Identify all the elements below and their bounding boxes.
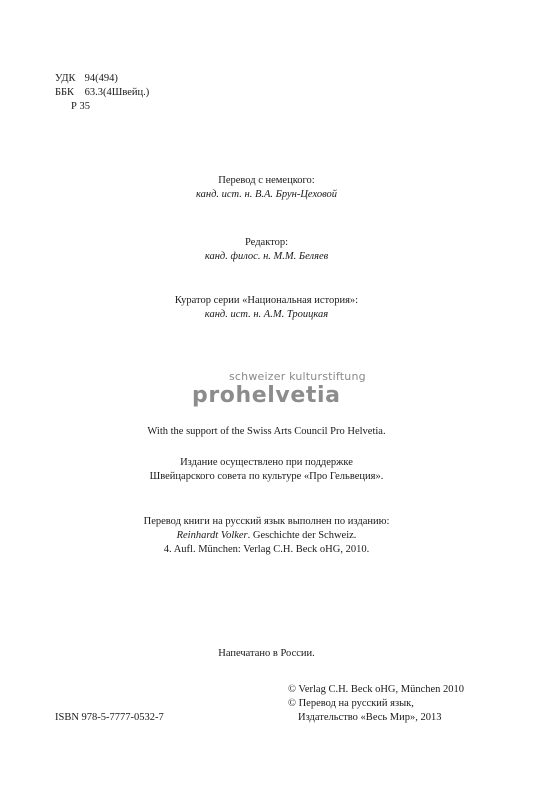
editor-block <box>0 236 533 264</box>
bbk-row <box>55 86 149 100</box>
bbk-value: 63.3(4Швейц.) <box>84 87 150 98</box>
source-line3: 4. Aufl. München: Verlag C.H. Beck oHG, 2010. <box>163 544 370 555</box>
printed-in: Напечатано в России. <box>218 648 315 659</box>
author-mark: Р 35 <box>71 101 90 112</box>
editor-name: канд. филос. н. М.М. Беляев <box>204 251 329 262</box>
bbk-label: ББК <box>55 87 75 98</box>
support-russian-line1: Издание осуществлено при поддержке <box>180 457 353 468</box>
classification-block <box>55 72 149 114</box>
curator-block <box>0 294 533 322</box>
source-line1: Перевод книги на русский язык выполнен по изданию: <box>143 516 390 527</box>
translation-block <box>0 174 533 202</box>
udk-row <box>55 72 149 86</box>
pro-helvetia-logo <box>0 370 533 414</box>
udk-value: 94(494) <box>84 73 118 84</box>
translator-name: канд. ист. н. В.А. Брун-Цеховой <box>195 189 338 200</box>
copyright-line2: © Перевод на русский язык, <box>288 698 414 709</box>
udk-label: УДК <box>55 73 76 84</box>
translation-heading: Перевод с немецкого: <box>218 175 315 186</box>
source-line2 <box>0 529 533 543</box>
copyright-line3: Издательство «Весь Мир», 2013 <box>298 712 442 723</box>
isbn: ISBN 978-5-7777-0532-7 <box>55 712 164 723</box>
source-block <box>0 515 533 557</box>
logo-subtitle: schweizer kulturstiftung <box>229 370 366 383</box>
source-title: . Geschichte der Schweiz. <box>247 530 357 541</box>
curator-heading: Куратор серии «Национальная история»: <box>174 295 359 306</box>
source-author: Reinhardt Volker <box>176 530 248 541</box>
copyright-line1: © Verlag C.H. Beck oHG, München 2010 <box>288 684 465 695</box>
logo-name: prohelvetia <box>192 383 341 408</box>
support-russian-block <box>0 456 533 484</box>
support-english: With the support of the Swiss Arts Council Pro Helvetia. <box>147 426 386 437</box>
support-russian-line2: Швейцарского совета по культуре «Про Гельвеция». <box>149 471 384 482</box>
editor-heading: Редактор: <box>244 237 289 248</box>
copyright-block <box>288 683 464 725</box>
curator-name: канд. ист. н. А.М. Троицкая <box>204 309 329 320</box>
